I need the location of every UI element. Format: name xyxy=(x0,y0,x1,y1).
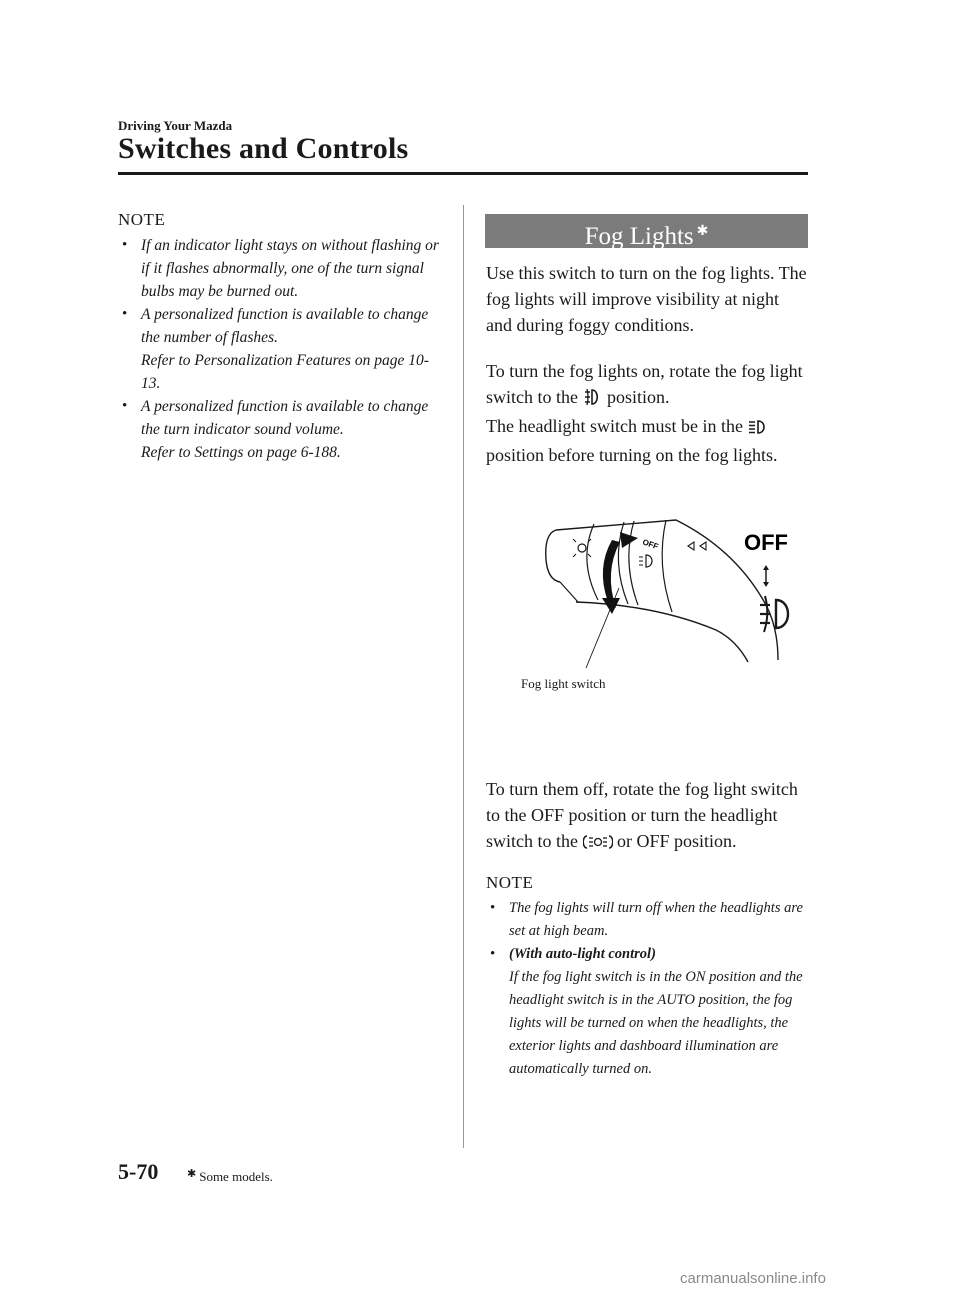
right-column xyxy=(486,214,808,1081)
note-heading: NOTE xyxy=(486,873,534,892)
fog-light-switch-figure xyxy=(486,510,808,754)
footnote: ✱ Some models. xyxy=(187,1168,273,1184)
note-item: • A personalized function is available to change the turn indicator sound volume. Refer to Settings on page 6-188. xyxy=(118,395,440,464)
note-item: • (With auto-light control) If the fog light switch is in the ON position and the headlight switch is in the AUTO position, the fog lights will be turned on when the headlights, the exterior lights and dashboard illumination are automatically turned on. xyxy=(486,943,808,1081)
note-item: • The fog lights will turn off when the headlights are set at high beam. xyxy=(486,897,808,943)
some-models-star: ✱ xyxy=(696,224,709,239)
note-list xyxy=(486,897,808,1081)
intro-paragraph: Use this switch to turn on the fog lights. The fog lights will improve visibility at night and during foggy conditions. xyxy=(486,263,807,335)
header-rule xyxy=(118,172,808,175)
column-divider xyxy=(463,205,464,1148)
banner-title: Fog Lights xyxy=(584,223,694,250)
page-number: 5-70 xyxy=(118,1159,159,1184)
switch-illustration xyxy=(516,510,816,670)
note-item: • If an indicator light stays on without flashing or if it flashes abnormally, one of the turn signal bulbs may be burned out. xyxy=(118,234,440,303)
chapter-label: Driving Your Mazda xyxy=(118,118,233,133)
left-column xyxy=(118,210,440,464)
parking-light-icon xyxy=(583,831,613,857)
figure-caption: Fog light switch xyxy=(521,676,606,691)
note-condition: • (With auto-light control) xyxy=(509,946,656,962)
section-title: Switches and Controls xyxy=(118,132,409,165)
footnote-star: ✱ xyxy=(187,1168,197,1180)
note-heading: NOTE xyxy=(118,210,166,229)
off-position-label: OFF xyxy=(744,530,788,555)
fog-light-icon xyxy=(583,387,603,413)
headlight-requirement-paragraph: The headlight switch must be in the position before turning on the fog lights. xyxy=(486,416,778,465)
section-banner xyxy=(485,214,808,248)
switch-off-label: OFF xyxy=(641,537,660,552)
watermark: carmanualsonline.info xyxy=(680,1270,826,1287)
note-item: • A personalized function is available to change the number of flashes. Refer to Personalization Features on page 10-13. xyxy=(118,303,440,395)
turn-off-paragraph: To turn them off, rotate the fog light switch to the OFF position or turn the headlight switch to the or OFF position. xyxy=(486,776,808,857)
note-list xyxy=(118,234,440,464)
cross-reference: Refer to Personalization Features on page 10-13. xyxy=(141,352,429,392)
cross-reference: Refer to Settings on page 6-188. xyxy=(141,444,341,461)
turn-on-paragraph: To turn the fog lights on, rotate the fog light switch to the position. xyxy=(486,358,808,413)
headlight-icon xyxy=(747,416,769,442)
